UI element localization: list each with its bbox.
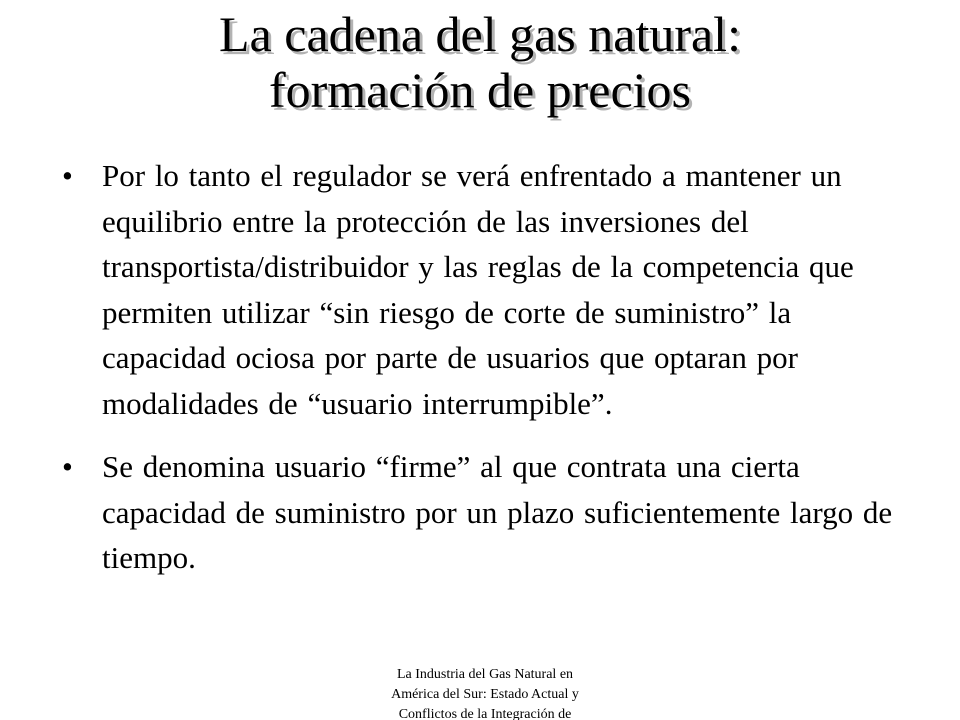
bullet-marker: •	[62, 449, 73, 484]
title-line-2: formación de precios	[268, 62, 692, 118]
bullet-list	[62, 153, 920, 581]
title-line-1: La cadena del gas natural:	[219, 6, 741, 62]
slide-title	[0, 6, 960, 118]
bullet-marker: •	[62, 158, 73, 193]
bullet-text: Se denomina usuario “firme” al que contrata una cierta capacidad de suministro por un plazo suficientemente largo de tiempo.	[102, 449, 893, 575]
bullet-item-regulator	[62, 153, 920, 426]
bullet-item-firm-user	[62, 444, 920, 581]
footer-line-2: América del Sur: Estado Actual y	[391, 687, 579, 702]
bullet-text: Por lo tanto el regulador se verá enfrentado a mantener un equilibrio entre la protección de las inversiones del transportista/distribuidor y las reglas de la competencia que permiten utilizar “sin riesgo de corte de suministro” la capacidad ociosa por parte de usuarios que optaran por modalidades de “usuario interrumpible”.	[102, 158, 854, 421]
footer-line-1: La Industria del Gas Natural en	[396, 667, 574, 682]
footer-line-3: Conflictos de la Integración de	[398, 707, 572, 720]
slide-footer	[345, 665, 625, 720]
